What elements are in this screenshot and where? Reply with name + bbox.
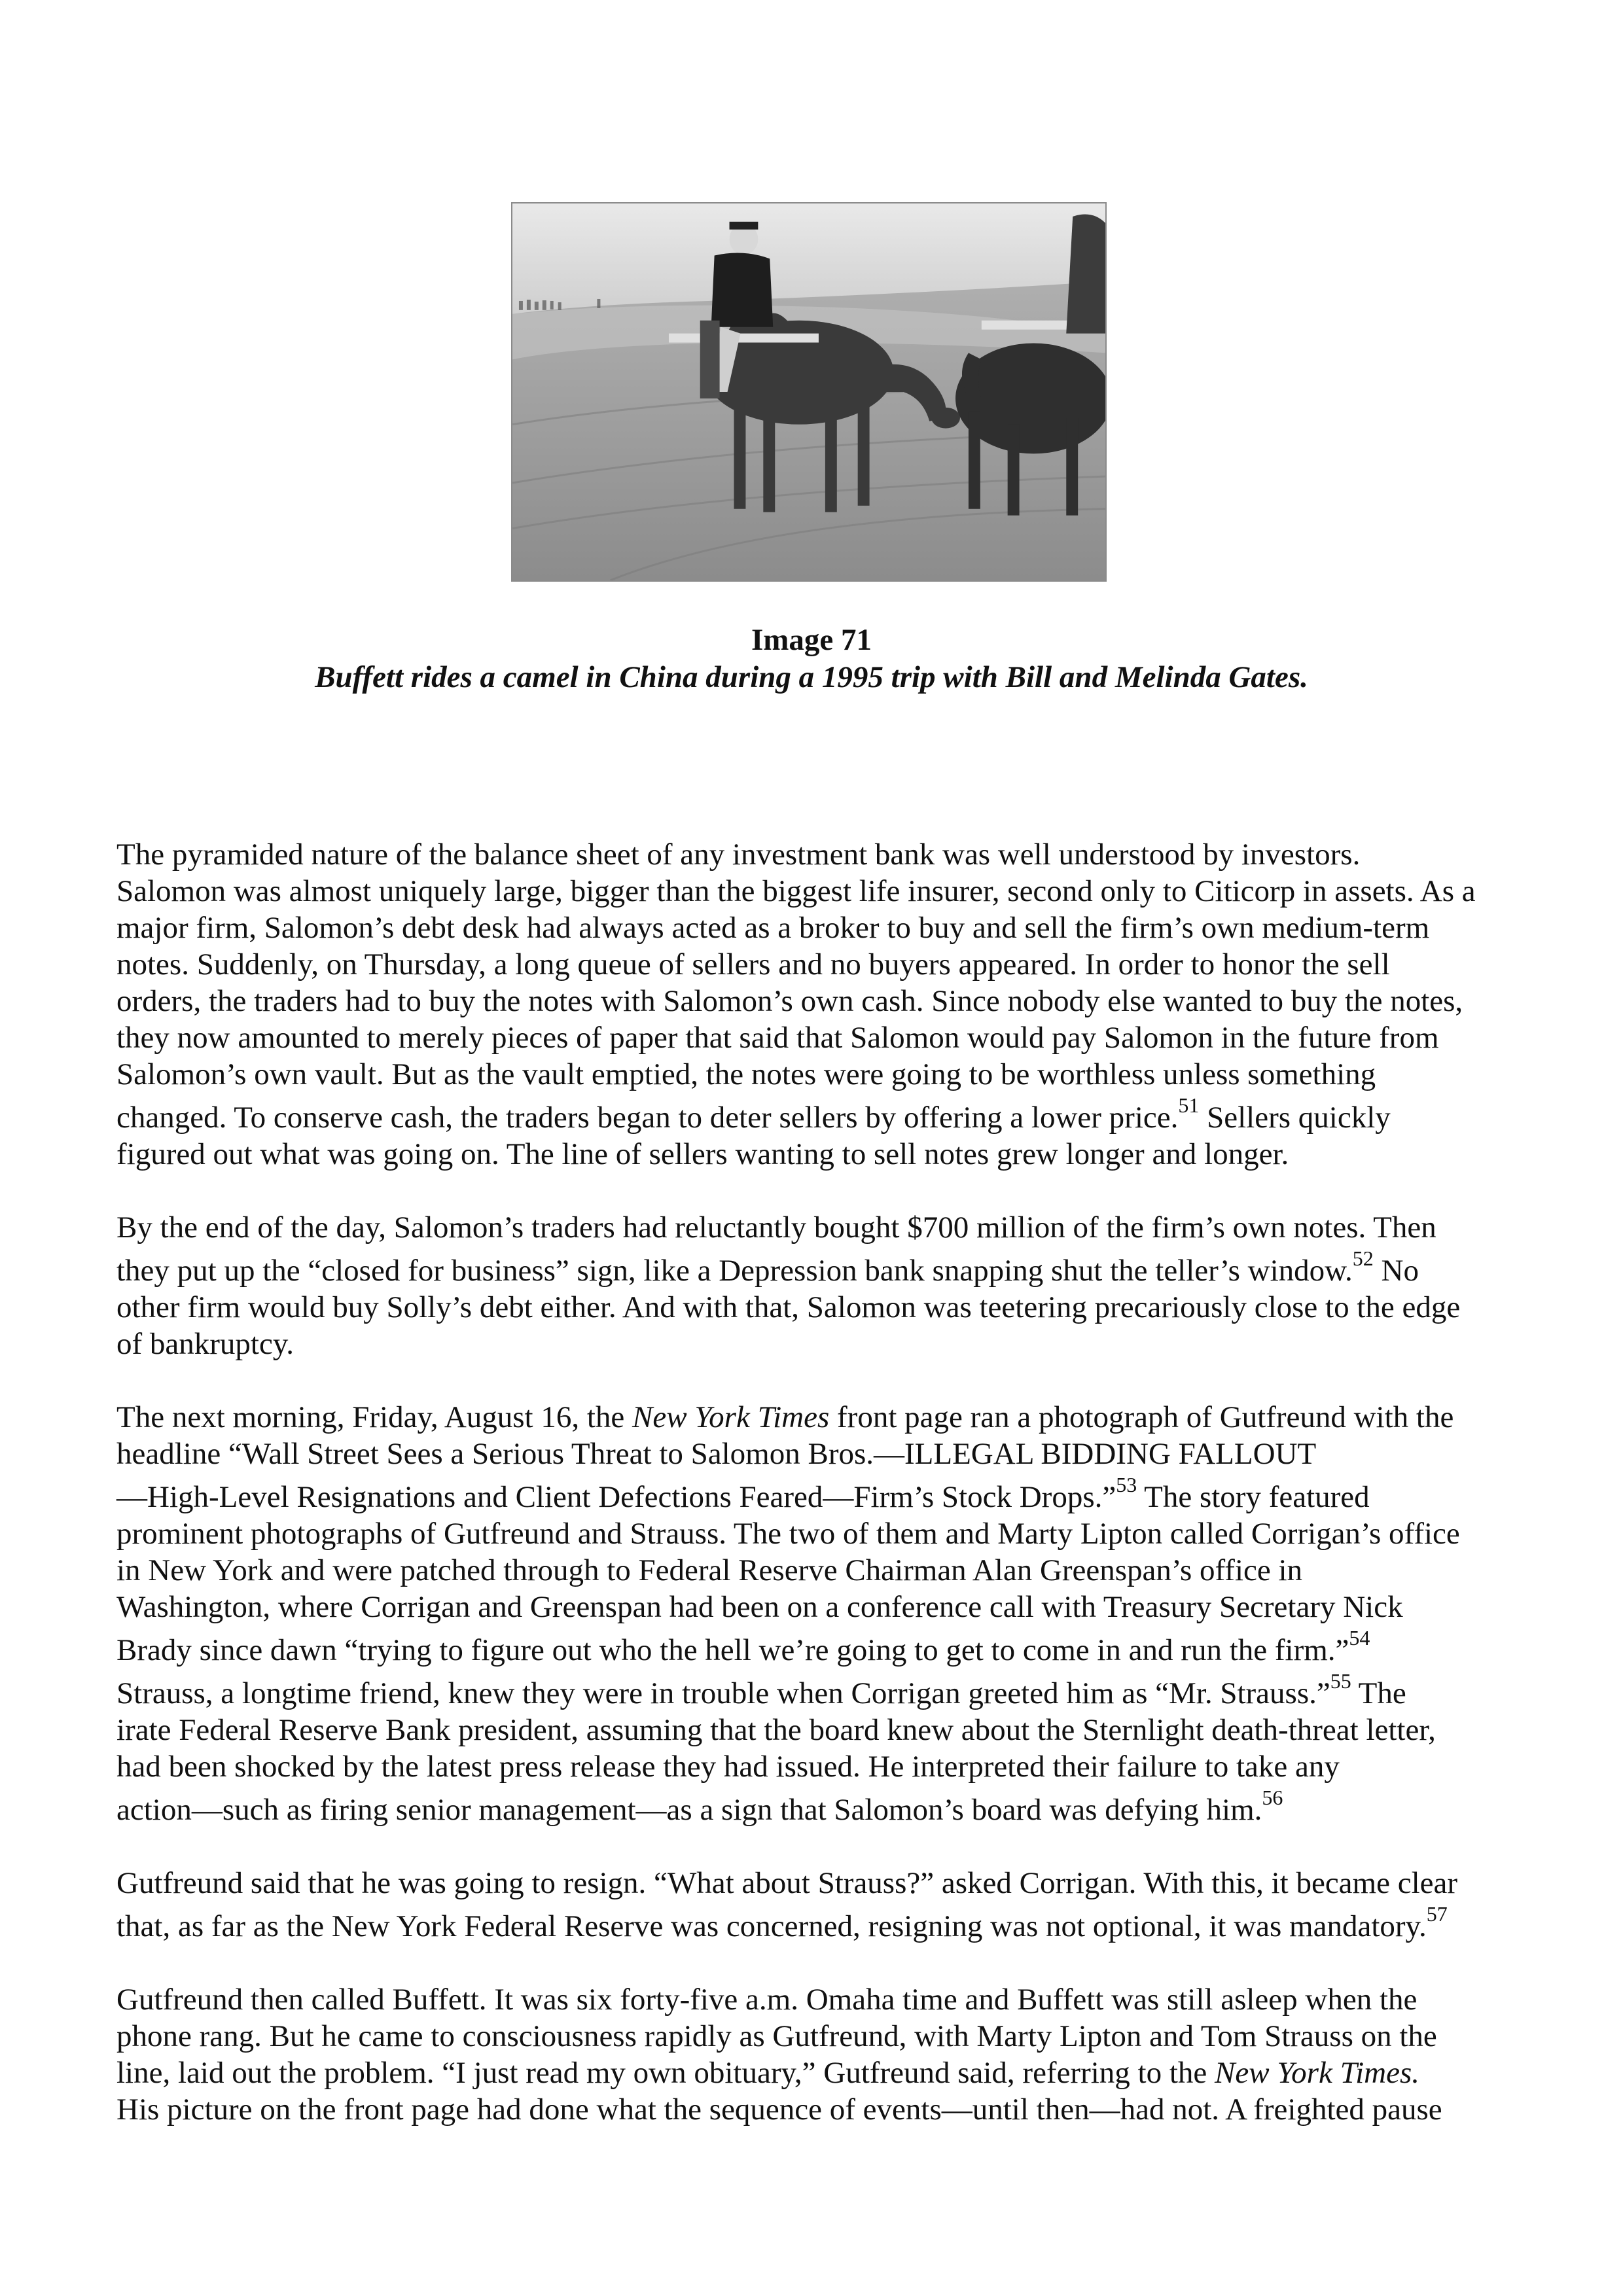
text-line xyxy=(116,1473,1524,1515)
camel-photo xyxy=(511,202,1107,582)
text-line xyxy=(116,1552,1524,1589)
footnote-marker: 51 xyxy=(1178,1093,1200,1118)
image-label: Image 71 xyxy=(751,623,872,657)
image-caption: Buffett rides a camel in China during a 1995 trip with Bill and Melinda Gates. xyxy=(315,660,1308,694)
text-run: irate Federal Reserve Bank president, assuming that the board knew about the Sternlight death-threat letter, xyxy=(116,1713,1436,1747)
footnote-marker: 56 xyxy=(1262,1786,1283,1810)
text-line xyxy=(116,946,1524,983)
text-line xyxy=(116,1669,1524,1712)
text-line xyxy=(116,1515,1524,1552)
body-text xyxy=(116,836,1524,2164)
text-line xyxy=(116,1136,1524,1173)
footnote-marker: 57 xyxy=(1426,1902,1448,1926)
text-line xyxy=(116,1981,1524,2018)
text-line xyxy=(116,836,1524,873)
text-run: Gutfreund said that he was going to resign. “What about Strauss?” asked Corrigan. With this, it became clear xyxy=(116,1866,1457,1900)
text-run: His picture on the front page had done what the sequence of events—until then—had not. A freighted pause xyxy=(116,2093,1442,2127)
paragraph xyxy=(116,836,1524,1173)
text-line xyxy=(116,1786,1524,1828)
text-run: Salomon was almost uniquely large, bigger than the biggest life insurer, second only to Citicorp in assets. As a xyxy=(116,874,1476,908)
footnote-marker: 53 xyxy=(1116,1473,1137,1497)
footnote-marker: 55 xyxy=(1330,1669,1351,1693)
text-line xyxy=(116,2091,1524,2128)
text-run: front page ran a photograph of Gutfreund with the xyxy=(829,1400,1454,1434)
italic-title: New York Times xyxy=(632,1400,830,1434)
text-run: major firm, Salomon’s debt desk had always acted as a broker to buy and sell the firm’s own medium-term xyxy=(116,911,1430,945)
paragraph xyxy=(116,1865,1524,1945)
text-run: Washington, where Corrigan and Greenspan had been on a conference call with Treasury Secretary Nick xyxy=(116,1590,1403,1624)
text-run: —High-Level Resignations and Client Defections Feared—Firm’s Stock Drops.” xyxy=(116,1480,1116,1514)
paragraph xyxy=(116,1981,1524,2128)
text-line xyxy=(116,1326,1524,1362)
text-run: other firm would buy Solly’s debt either. And with that, Salomon was teetering precariously close to the edge xyxy=(116,1290,1461,1324)
italic-title: New York Times. xyxy=(1215,2056,1420,2090)
text-run: figured out what was going on. The line of sellers wanting to sell notes grew longer and longer. xyxy=(116,1137,1289,1171)
text-run: The next morning, Friday, August 16, the xyxy=(116,1400,633,1434)
text-line xyxy=(116,983,1524,1019)
text-line xyxy=(116,1748,1524,1785)
text-run: By the end of the day, Salomon’s traders had reluctantly bought $700 million of the firm’s own notes. Then xyxy=(116,1210,1436,1245)
text-line xyxy=(116,1056,1524,1093)
text-run: had been shocked by the latest press release they had issued. He interpreted their failure to take any xyxy=(116,1750,1340,1784)
text-run: that, as far as the New York Federal Reserve was concerned, resigning was not optional, it was mandatory. xyxy=(116,1909,1427,1943)
text-line xyxy=(116,1093,1524,1136)
text-run: No xyxy=(1373,1254,1419,1288)
text-line xyxy=(116,1436,1524,1472)
text-run: orders, the traders had to buy the notes with Salomon’s own cash. Since nobody else wanted to buy the notes, xyxy=(116,984,1463,1018)
text-run: The xyxy=(1351,1676,1406,1710)
text-run: Gutfreund then called Buffett. It was six forty-five a.m. Omaha time and Buffett was still asleep when the xyxy=(116,1983,1418,2017)
text-run: Brady since dawn “trying to figure out who the hell we’re going to get to come in and run the firm.” xyxy=(116,1633,1349,1667)
text-run: phone rang. But he came to consciousness rapidly as Gutfreund, with Marty Lipton and Tom Strauss on the xyxy=(116,2019,1437,2053)
text-line xyxy=(116,2018,1524,2055)
text-run: Salomon’s own vault. But as the vault emptied, the notes were going to be worthless unless something xyxy=(116,1057,1376,1091)
text-run: The pyramided nature of the balance sheet of any investment bank was well understood by investors. xyxy=(116,838,1361,872)
text-line xyxy=(116,873,1524,910)
text-run: they put up the “closed for business” sign, like a Depression bank snapping shut the teller’s window. xyxy=(116,1254,1353,1288)
text-line xyxy=(116,1865,1524,1901)
text-run: changed. To conserve cash, the traders began to deter sellers by offering a lower price. xyxy=(116,1101,1179,1135)
text-run: in New York and were patched through to Federal Reserve Chairman Alan Greenspan’s office in xyxy=(116,1553,1303,1587)
text-line xyxy=(116,1289,1524,1326)
footnote-marker: 52 xyxy=(1352,1246,1374,1271)
text-line xyxy=(116,1246,1524,1289)
text-run: they now amounted to merely pieces of paper that said that Salomon would pay Salomon in the future from xyxy=(116,1021,1439,1055)
paragraph xyxy=(116,1399,1524,1828)
text-run: headline “Wall Street Sees a Serious Threat to Salomon Bros.—ILLEGAL BIDDING FALLOUT xyxy=(116,1437,1317,1471)
text-run: Sellers quickly xyxy=(1199,1101,1391,1135)
paragraph xyxy=(116,1209,1524,1362)
text-run: The story featured xyxy=(1137,1480,1370,1514)
text-line xyxy=(116,1019,1524,1056)
text-run: action—such as firing senior management—as a sign that Salomon’s board was defying him. xyxy=(116,1793,1262,1827)
text-run: line, laid out the problem. “I just read my own obituary,” Gutfreund said, referring to the xyxy=(116,2056,1215,2090)
text-line xyxy=(116,910,1524,946)
text-run: prominent photographs of Gutfreund and Strauss. The two of them and Marty Lipton called Corrigan’s office xyxy=(116,1517,1460,1551)
text-line xyxy=(116,1712,1524,1748)
text-line xyxy=(116,2055,1524,2091)
text-line xyxy=(116,1209,1524,1246)
footnote-marker: 54 xyxy=(1349,1626,1370,1650)
text-line xyxy=(116,1399,1524,1436)
camel-photo-image xyxy=(512,203,1105,580)
text-line xyxy=(116,1589,1524,1625)
text-run: Strauss, a longtime friend, knew they were in trouble when Corrigan greeted him as “Mr. Strauss.” xyxy=(116,1676,1330,1710)
text-line xyxy=(116,1626,1524,1669)
text-run: notes. Suddenly, on Thursday, a long queue of sellers and no buyers appeared. In order to honor the sell xyxy=(116,947,1390,981)
text-line xyxy=(116,1902,1524,1945)
text-run: of bankruptcy. xyxy=(116,1327,294,1361)
